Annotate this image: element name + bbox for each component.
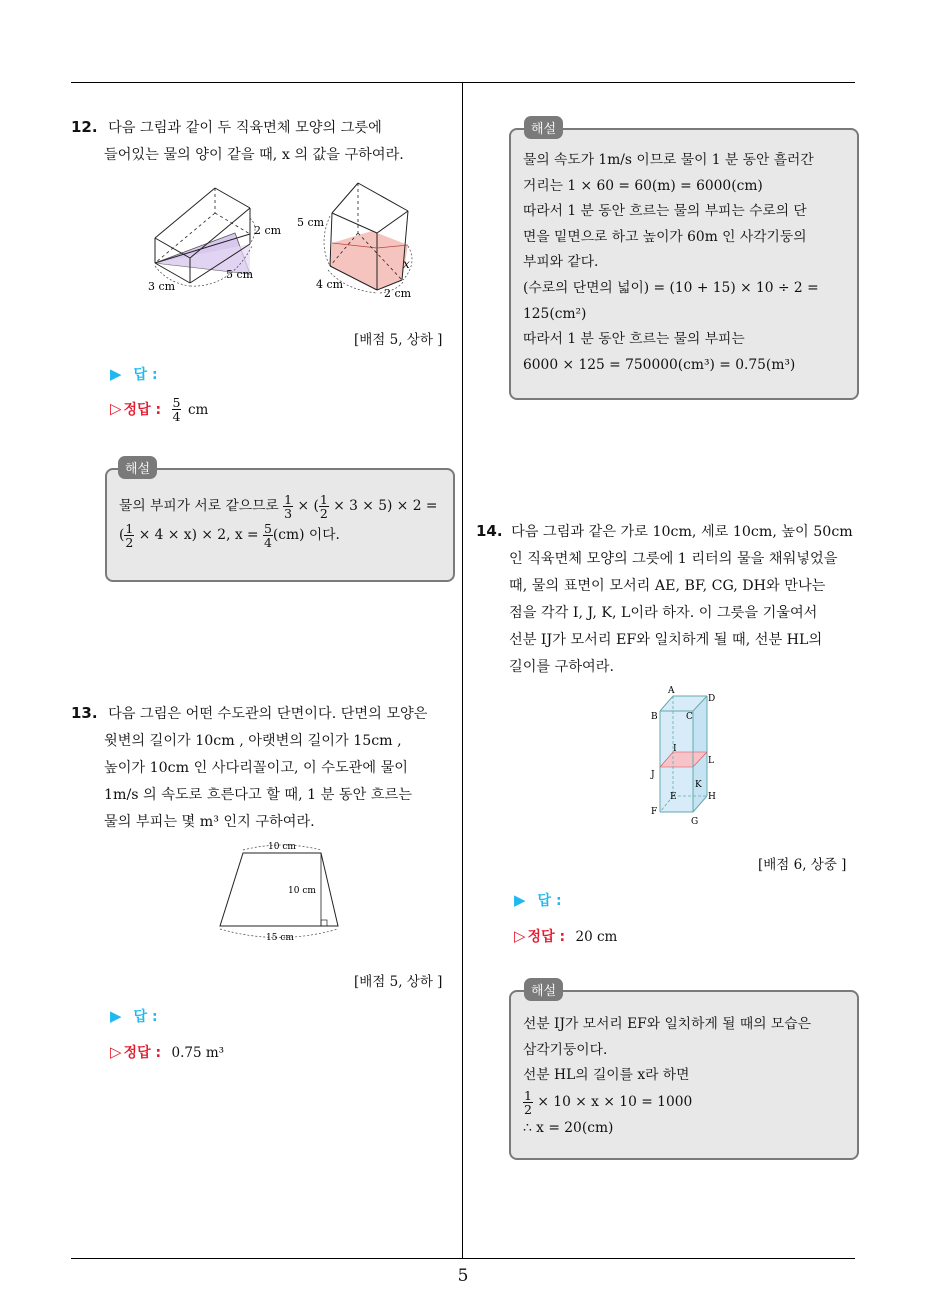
explanation-text [523, 148, 855, 378]
top-rule [71, 82, 855, 83]
question-text-line: 윗변의 길이가 10cm , 아랫변의 길이가 15cm , [104, 733, 402, 749]
right-box-figure [297, 183, 412, 300]
score-label: [배점 6, 상중 ] [758, 857, 847, 873]
label: 2 cm [384, 287, 412, 300]
question-text-line: 1m/s 의 속도로 흐른다고 할 때, 1 분 동안 흐르는 [104, 787, 412, 803]
question-text-line: 다음 그림과 같은 가로 10cm, 세로 10cm, 높이 50cm [511, 524, 853, 540]
question-12 [71, 114, 456, 169]
expl-line: 면을 밑면으로 하고 높이가 60m 인 사각기둥의 [523, 228, 807, 245]
expl-text: ( [119, 527, 125, 543]
expl-line: 선분 IJ가 모서리 EF와 일치하게 될 때의 모습은 [523, 1016, 811, 1032]
fraction-numerator: 1 [125, 521, 134, 536]
fraction-denominator: 4 [172, 409, 181, 424]
label: 3 cm [148, 280, 176, 293]
score-label: [배점 5, 상하 ] [354, 974, 443, 990]
label: 10 cm [288, 886, 316, 896]
expl-text: × 3 × 5) × 2 = [333, 498, 438, 514]
expl-line: 선분 HL의 길이를 x라 하면 [523, 1067, 690, 1084]
correct-answer-row [514, 926, 617, 946]
expl-text: (cm) 이다. [272, 527, 340, 543]
question-number: 13. [71, 704, 98, 722]
expl-line: 삼각기둥이다. [523, 1041, 608, 1058]
correct-answer-label: 정답 : [527, 929, 566, 945]
fraction-numerator: 1 [524, 1087, 532, 1103]
fraction-numerator: 1 [284, 492, 293, 507]
question-text-line: 들어있는 물의 양이 같을 때, x 의 값을 구하여라. [104, 147, 404, 163]
label: 2 cm [254, 224, 282, 237]
vertex-label: C [686, 712, 693, 722]
play-icon: ▶ [514, 891, 526, 909]
correct-answer-label: 정답 : [123, 1045, 162, 1061]
correct-answer-unit: cm [187, 401, 209, 418]
left-box-figure [148, 188, 282, 293]
column-divider [462, 82, 463, 1258]
expl-line: ∴ x = 20(cm) [523, 1119, 614, 1136]
expl-text: × 4 × x) × 2, x = [138, 527, 259, 543]
correct-answer-row [110, 396, 208, 423]
vertex-label: G [691, 817, 699, 827]
outline-play-icon: ▷ [514, 927, 526, 945]
question-14 [476, 518, 856, 681]
score-label: [배점 5, 상하 ] [354, 332, 443, 348]
correct-answer-value: 0.75 m³ [171, 1045, 225, 1061]
vertex-label: L [708, 756, 714, 766]
play-icon: ▶ [110, 365, 122, 383]
q12-figure [140, 178, 430, 308]
question-number: 12. [71, 118, 98, 136]
question-text-line: 다음 그림은 어떤 수도관의 단면이다. 단면의 모양은 [108, 706, 428, 722]
answer-label: 답 : [133, 1009, 158, 1025]
question-text-line: 선분 IJ가 모서리 EF와 일치하게 될 때, 선분 HL의 [509, 632, 823, 648]
question-text-line: 인 직육면체 모양의 그릇에 1 리터의 물을 채워넣었을 [509, 551, 838, 567]
label: 10 cm [268, 842, 296, 852]
explanation-text [523, 1012, 855, 1141]
question-text-line: 때, 물의 표면이 모서리 AE, BF, CG, DH와 만나는 [509, 578, 826, 594]
correct-answer-value: 20 cm [575, 929, 618, 945]
question-text-line: 높이가 10cm 인 사다리꼴이고, 이 수도관에 물이 [104, 760, 409, 776]
fraction-denominator: 2 [125, 535, 134, 550]
expl-line: 6000 × 125 = 750000(cm³) = 0.75(m³) [523, 356, 796, 373]
expl-line: 부피와 같다. [523, 254, 599, 271]
expl-text: × ( [297, 498, 319, 514]
label: 4 cm [316, 278, 344, 291]
cuboid-figure [645, 684, 725, 829]
fraction-denominator: 3 [284, 506, 293, 521]
trapezoid-figure [210, 838, 360, 948]
answer-row [110, 1006, 158, 1026]
vertex-label: H [708, 792, 716, 802]
expl-line: 물의 속도가 1m/s 이므로 물이 1 분 동안 흘러간 [523, 152, 814, 168]
explanation-box [509, 128, 859, 400]
play-icon: ▶ [110, 1007, 122, 1025]
answer-label: 답 : [133, 367, 158, 383]
vertex-label: D [708, 694, 716, 704]
answer-row [514, 890, 562, 910]
label: 5 cm [226, 268, 254, 281]
expl-text: 물의 부피가 서로 같으므로 [119, 498, 279, 514]
explanation-tag: 해설 [524, 116, 563, 139]
question-text-line: 점을 각각 I, J, K, L이라 하자. 이 그릇을 기울여서 [509, 605, 818, 621]
label: 5 cm [297, 216, 325, 229]
expl-line: (수로의 단면의 넓이) = (10 + 15) × 10 ÷ 2 = [523, 279, 819, 296]
expl-line: 따라서 1 분 동안 흐르는 물의 부피는 수로의 단 [523, 203, 807, 220]
answer-row [110, 364, 158, 384]
correct-answer-label: 정답 : [123, 401, 162, 418]
outline-play-icon: ▷ [110, 1043, 122, 1061]
fraction-denominator: 2 [319, 506, 328, 521]
vertex-label: K [695, 780, 702, 790]
vertex-label: F [651, 807, 658, 817]
vertex-label: A [668, 686, 675, 696]
vertex-label: B [651, 712, 658, 722]
fraction-numerator: 5 [172, 395, 181, 410]
explanation-box [509, 990, 859, 1160]
explanation-text [119, 493, 449, 549]
expl-line: 따라서 1 분 동안 흐르는 물의 부피는 [523, 331, 745, 348]
explanation-tag: 해설 [118, 456, 157, 479]
expl-equation: × 10 × x × 10 = 1000 [537, 1093, 693, 1110]
fraction-denominator: 4 [263, 535, 272, 550]
correct-answer-row [110, 1042, 224, 1062]
explanation-box [105, 468, 455, 582]
vertex-label: J [651, 770, 655, 780]
outline-play-icon: ▷ [110, 399, 122, 418]
vertex-label: E [670, 792, 677, 802]
label: x [403, 257, 410, 271]
fraction-numerator: 5 [263, 521, 272, 536]
fraction-denominator: 2 [524, 1101, 532, 1117]
bottom-rule [71, 1258, 855, 1259]
fraction-numerator: 1 [319, 492, 328, 507]
question-text-line: 길이를 구하여라. [509, 659, 614, 675]
answer-label: 답 : [537, 893, 562, 909]
question-text-line: 다음 그림과 같이 두 직육면체 모양의 그릇에 [108, 120, 382, 136]
label: 15 cm [266, 933, 294, 943]
question-13 [71, 700, 456, 836]
explanation-tag: 해설 [524, 978, 563, 1001]
question-text-line: 물의 부피는 몇 m³ 인지 구하여라. [104, 814, 315, 830]
expl-line: 125(cm²) [523, 305, 587, 322]
expl-line: 거리는 1 × 60 = 60(m) = 6000(cm) [523, 177, 763, 194]
vertex-label: I [673, 744, 677, 754]
page-number: 5 [457, 1266, 469, 1286]
question-number: 14. [476, 522, 503, 540]
